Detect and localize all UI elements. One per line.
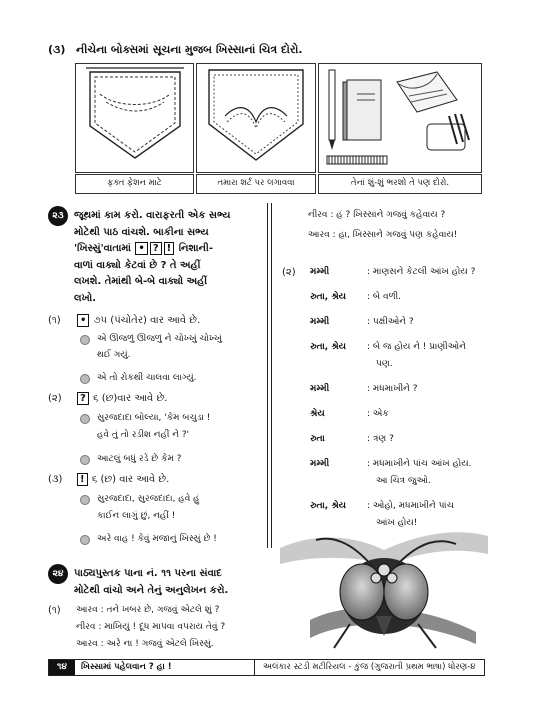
dialogue-line: : બે વળી.: [367, 292, 402, 302]
bullet-icon: [80, 335, 90, 345]
item-3-label: (૩): [48, 474, 63, 485]
dialogue-speaker: મમ્મી: [310, 267, 330, 277]
dialogue-speaker: રુતા, શ્રેય: [310, 342, 347, 352]
pocket-panel-shirt: [196, 63, 316, 173]
q23-line-3: 'ખિસ્સું'વાતામાં • ? ! નિશાની-: [74, 243, 214, 254]
dialogue-line: આ ચિત્ર જુઓ.: [376, 476, 431, 486]
dialogue-speaker: મમ્મી: [310, 384, 330, 394]
question-number-24: ૨૪: [48, 564, 68, 584]
dialogue-speaker: રુતા: [310, 434, 325, 444]
item-1-bullet-2: એ તો રોકથી ચાલવા લાગ્યું.: [97, 373, 197, 383]
item-1-heading: • ૭૫ (પંચોતેર) વાર આવે છે.: [76, 314, 200, 327]
pocket-panel-contents: [318, 63, 482, 173]
item-3-heading: ! ૬ (છ) વાર આવે છે.: [76, 473, 169, 486]
item-2-bullet-1-line-2: હવે તું તો રડીશ નહીં ને ?': [97, 430, 190, 440]
q24-dialogue-1: આરવ : તને ખબર છે, ગજવું એટલે શું ?: [76, 605, 220, 615]
dialogue-line: : મધમાખીને પાંચ આંખ હોય.: [367, 459, 472, 469]
item-3-bullet-2: અરે વાહ ! કેવું મજાનું ખિસ્સું છે !: [97, 534, 217, 544]
dialogue-line: : બે જ હોય ને ! પ્રાણીઓને: [367, 342, 466, 352]
page-number-box: [49, 660, 75, 675]
footer-divider: [254, 660, 255, 675]
item-2-heading: ? ૬ (છ)વાર આવે છે.: [76, 392, 167, 405]
dialogue-line: : માણસને કેટલી આંખ હોય ?: [367, 267, 476, 277]
q23-line-6: લખો.: [74, 293, 97, 304]
dialogue-line: : પક્ષીઓને ?: [367, 317, 414, 327]
column-divider-2: [271, 203, 272, 548]
bee-image: [280, 520, 488, 655]
pocket-panel-fashion: [75, 63, 194, 173]
caption-shirt: તમારા શર્ટ પર લગાવવા: [217, 178, 295, 188]
column-divider: [267, 203, 268, 548]
caption-box-fashion: [75, 174, 194, 194]
caption-contents: તેનાં શું-શું ભરશો તે પણ દોરો.: [350, 178, 450, 188]
bullet-icon: [80, 535, 90, 545]
dialogue-line: : મધમાખીને ?: [367, 384, 418, 394]
q23-line-4: વાળાં વાક્યો કેટવાં છે ? તે અહીં: [74, 260, 201, 271]
dialogue-line: આંખ હોય!: [376, 518, 418, 528]
item-3-bullet-1-line-2: કાઈન લાગું છું, નહીં !: [97, 511, 176, 521]
bee-photo-drawing: [280, 520, 488, 655]
dialogue-line: : ત્રણ ?: [367, 434, 394, 444]
item-1-label: (૧): [48, 315, 61, 326]
q23-line-2: મોટેથી પાઠ વાંચશે. બાકીના સભ્ય: [74, 227, 209, 238]
item-2-bullet-1-line-1: સુરજદાદા બોલ્યા, 'કેમ બચુડા !: [97, 413, 211, 423]
bullet-icon: [80, 414, 90, 424]
q24-line-1: પાઠ્યપુસ્તક પાના નં. ૧૧ પરના સંવાદ: [74, 568, 222, 579]
dialogue-speaker: શ્રેય: [310, 409, 325, 419]
q24-dialogue-3: આરવ : અરે ના ! ગજવું એટલે ખિસ્સું.: [76, 639, 214, 649]
bullet-icon: [80, 455, 90, 465]
caption-fashion: ફક્ત ફેશન માટે: [107, 178, 162, 188]
question-number-23: ૨૩: [48, 206, 68, 226]
section-instruction: નીચેના બોક્સમાં સૂચના મુજબ ખિસ્સાનાં ચિત્ર દોરો.: [76, 43, 303, 56]
item-3-bullet-1-line-1: સુરજદાદા, સુરજદાદા, હવે હું: [97, 494, 200, 504]
right-top-line-1: નીરવ : હં ? ખિસ્સાને ગજવું કહેવાય ?: [308, 210, 446, 220]
item-1-bullet-1-line-2: થઈ ગયું.: [97, 350, 131, 360]
dialogue-line: : એક: [367, 409, 389, 419]
bullet-icon: [80, 495, 90, 505]
pocket-contents-drawing: [319, 64, 481, 172]
caption-box-contents: [318, 174, 482, 194]
q24-line-2: મોટેથી વાંચો અને તેનું અનુલેખન કરો.: [74, 585, 229, 596]
dialogue-speaker: રુતા, શ્રેય: [310, 292, 347, 302]
book-title: અલંકાર સ્ટડી મટીરિયલ - કુંજ (ગુજરાતી પ્રથમ ભાષા) ધોરણ-૪: [263, 662, 476, 672]
item-2-bullet-2: આટલું બધું રડે છે કેમ ?: [97, 454, 182, 464]
lesson-title: ખિસ્સામાં પહેલવાન ? હા !: [81, 662, 172, 672]
shirt-pocket-drawing: [197, 64, 315, 172]
dialogue-speaker: રુતા, શ્રેય: [310, 501, 347, 511]
dialogue-speaker: મમ્મી: [310, 317, 330, 327]
bullet-icon: [80, 374, 90, 384]
right-dialogue-label: (૨): [282, 267, 296, 278]
dialogue-speaker: મમ્મી: [310, 459, 330, 469]
page-number: ૧૪: [57, 662, 67, 672]
dialogue-line: પણ.: [376, 359, 393, 369]
fashion-pocket-drawing: [76, 64, 193, 172]
caption-box-shirt: [196, 174, 316, 194]
section-label: (૩): [48, 43, 66, 56]
dialogue-line: : ઓહો, મધમાખીને પાંચ: [367, 501, 454, 511]
q24-dialogue-2: નીરવ : માખિયું ! દૂધ માપવા વપરાય તેવું ?: [76, 622, 226, 632]
q23-line-5: લખશે. તેમાંથી બે-બે વાક્યો અહીં: [74, 276, 208, 287]
item-2-label: (૨): [48, 393, 62, 404]
right-top-line-2: આરવ : હા, ખિસ્સાને ગજવું પણ કહેવાય!: [308, 230, 458, 240]
footer-bar: [48, 659, 485, 676]
q24-dialogue-label: (૧): [48, 605, 61, 616]
q23-line-1: જૂથમાં કામ કરો. વારાફરતી એક સભ્ય: [74, 210, 231, 221]
item-1-bullet-1-line-1: એ ઊજળું ઊજળું ને ચોખ્ખું ચોખ્ખું: [97, 334, 222, 344]
